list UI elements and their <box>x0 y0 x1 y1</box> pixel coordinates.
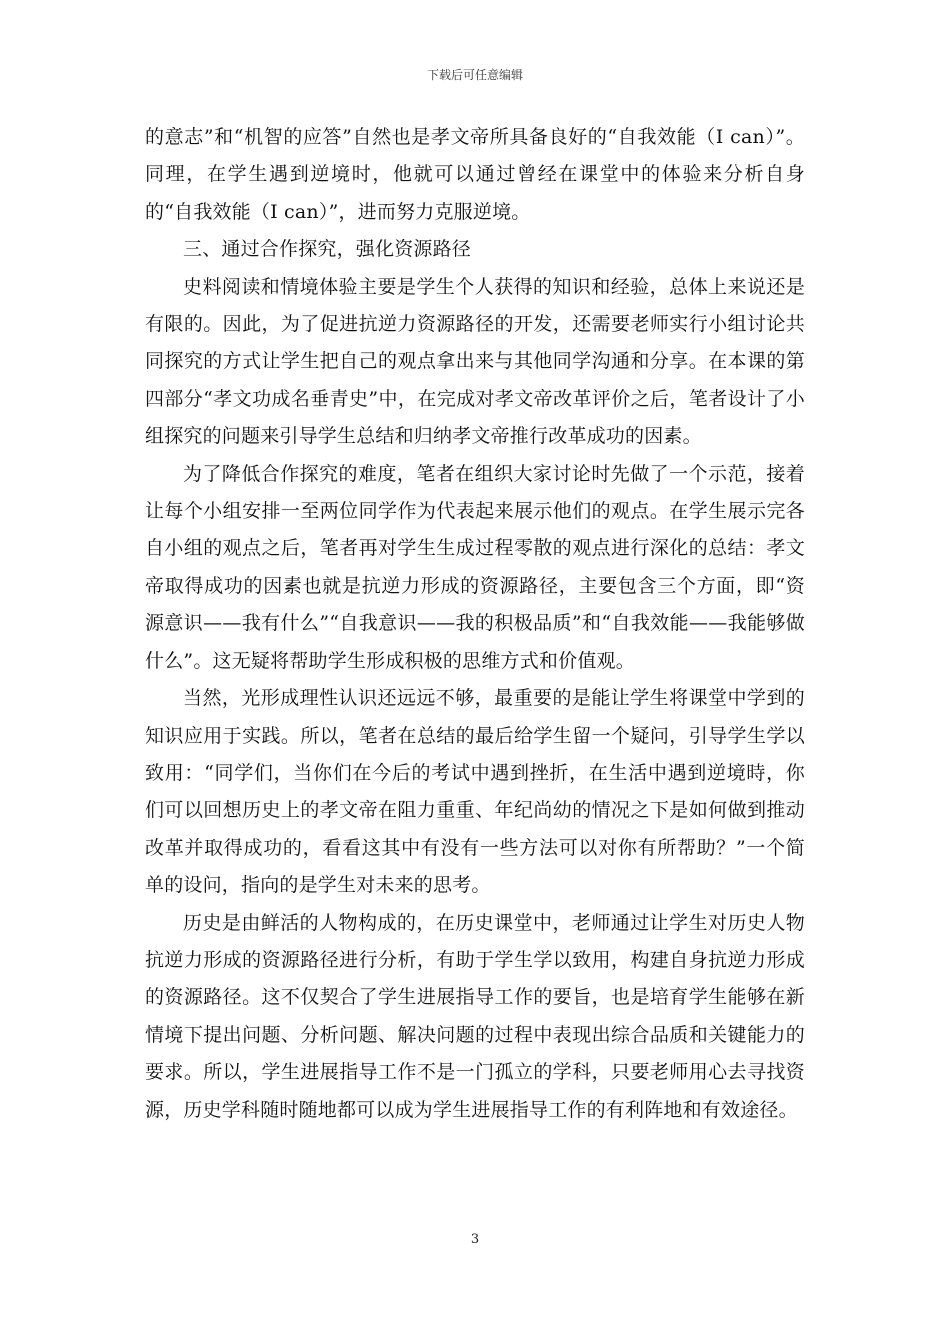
section-heading: 三、通过合作探究，强化资源路径 <box>183 238 472 261</box>
paragraph: 历史是由鲜活的人物构成的，在历史课堂中，老师通过让学生对历史人物抗逆力形成的资源路径进行分析，有助于学生学以致用，构建自身抗逆力形成的资源路径。这不仅契合了学生进展指导工作的要旨，也是培育学生能够在新情境下提出问题、分析问题、解决问题的过程中表现出综合品质和关键能力的要求。所以，学生进展指导工作不是一门孤立的学科，只要老师用心去寻找资源，历史学科随时随地都可以成为学生进展指导工作的有利阵地和有效途径。 <box>145 911 805 1121</box>
body-text <box>145 119 805 1129</box>
paragraph: 当然，光形成理性认识还远远不够，最重要的是能让学生将课堂中学到的知识应用于实践。所以，笔者在总结的最后给学生留一个疑问，引导学生学以致用：“同学们，当你们在今后的考试中遇到挫折，在生活中遇到逆境時，你们可以回想历史上的孝文帝在阻力重重、年纪尚幼的情况之下是如何做到推动改革并取得成功的，看看这其中有没有一些方法可以对你有所帮助？”一个简单的设问，指向的是学生对未来的思考。 <box>145 687 805 897</box>
page-number: 3 <box>470 1232 480 1247</box>
paragraph: 为了降低合作探究的难度，笔者在组织大家讨论时先做了一个示范，接着让每个小组安排一至两位同学作为代表起来展示他们的观点。在学生展示完各自小组的观点之后，笔者再对学生生成过程零散的观点进行深化的总结：孝文帝取得成功的因素也就是抗逆力形成的资源路径，主要包含三个方面，即“资源意识——我有什么”“自我意识——我的积极品质”和“自我效能——我能够做什么”。这无疑将帮助学生形成积极的思维方式和价值观。 <box>145 462 805 672</box>
paragraph-continued: 的意志”和“机智的应答”自然也是孝文帝所具备良好的“自我效能（I can）”。同理，在学生遇到逆境时，他就可以通过曾经在课堂中的体验来分析自身的“自我效能（I can）”，进而努力克服逆境。 <box>145 126 805 223</box>
paragraph: 史料阅读和情境体验主要是学生个人获得的知识和经验，总体上来说还是有限的。因此，为了促进抗逆力资源路径的开发，还需要老师实行小组讨论共同探究的方式让学生把自己的观点拿出来与其他同学沟通和分享。在本课的第四部分“孝文功成名垂青史”中，在完成对孝文帝改革评价之后，笔者设计了小组探究的问题来引导学生总结和归纳孝文帝推行改革成功的因素。 <box>145 275 805 448</box>
page-header: 下载后可任意编辑 <box>426 68 523 82</box>
